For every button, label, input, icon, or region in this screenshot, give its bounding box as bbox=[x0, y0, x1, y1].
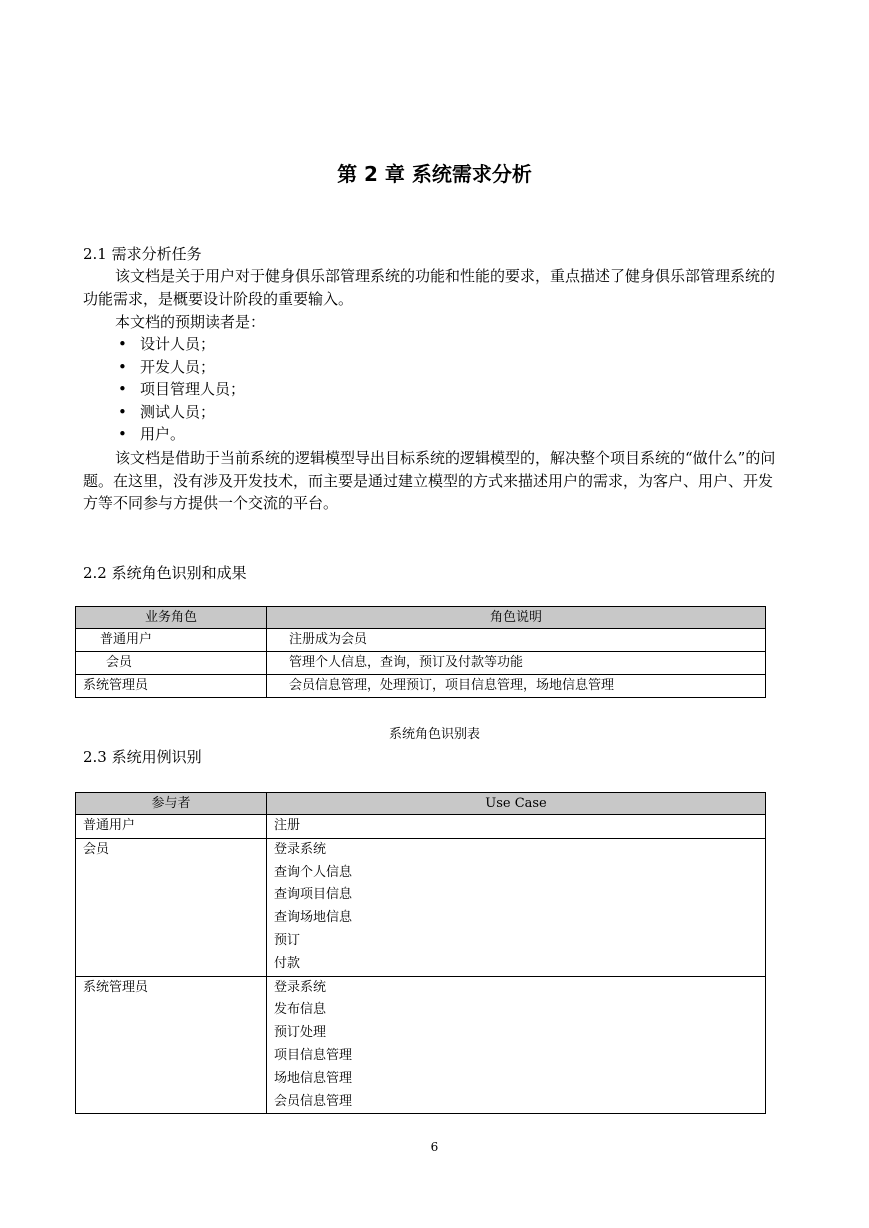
column-header: 参与者 bbox=[76, 793, 267, 815]
use-case-item: 场地信息管理 bbox=[274, 1070, 353, 1086]
table-row bbox=[76, 976, 766, 1114]
use-case-table bbox=[75, 792, 766, 1114]
list-item: • 测试人员； bbox=[118, 401, 245, 424]
section-2-2-heading: 2.2 系统角色识别和成果 bbox=[83, 564, 247, 582]
table-row bbox=[76, 629, 766, 652]
table-header-row bbox=[76, 607, 766, 629]
table-row bbox=[76, 652, 766, 675]
use-case-item: 登录系统 bbox=[274, 979, 327, 995]
use-case-item: 查询项目信息 bbox=[274, 887, 353, 903]
use-case-item: 注册 bbox=[274, 818, 301, 833]
list-item: • 项目管理人员； bbox=[118, 378, 245, 401]
role-table bbox=[75, 606, 766, 698]
use-case-cell bbox=[267, 976, 766, 1114]
use-case-item: 付款 bbox=[274, 955, 301, 971]
use-case-cell bbox=[267, 838, 766, 976]
use-case-item: 发布信息 bbox=[274, 1002, 327, 1018]
readers-list bbox=[118, 333, 245, 446]
actor-cell: 会员 bbox=[76, 838, 267, 976]
use-case-item: 预订处理 bbox=[274, 1025, 327, 1041]
column-header: 业务角色 bbox=[76, 607, 267, 629]
actor-cell: 系统管理员 bbox=[76, 976, 267, 1114]
use-case-item: 登录系统 bbox=[274, 841, 327, 857]
chapter-title: 第 2 章 系统需求分析 bbox=[337, 162, 532, 186]
table-cell: 普通用户 bbox=[76, 629, 267, 652]
use-case-cell bbox=[267, 815, 766, 839]
column-header: 角色说明 bbox=[267, 607, 766, 629]
table-row bbox=[76, 675, 766, 698]
list-item: • 开发人员； bbox=[118, 356, 245, 379]
column-header: Use Case bbox=[267, 793, 766, 815]
section-2-1-paragraph-3: 该文档是借助于当前系统的逻辑模型导出目标系统的逻辑模型的，解决整个项目系统的“做什么”的问题。在这里，没有涉及开发技术，而主要是通过建立模型的方式来描述用户的需求，为客户、用户、开发方等不同参与方提供一个交流的平台。 bbox=[83, 449, 776, 512]
table-cell: 系统管理员 bbox=[76, 675, 267, 698]
page-number: 6 bbox=[430, 1140, 439, 1154]
use-case-item: 项目信息管理 bbox=[274, 1047, 353, 1063]
use-case-item: 预订 bbox=[274, 932, 301, 948]
list-item: • 用户。 bbox=[118, 423, 245, 446]
table-header-row bbox=[76, 793, 766, 815]
use-case-item: 会员信息管理 bbox=[274, 1093, 353, 1109]
actor-cell: 普通用户 bbox=[76, 815, 267, 839]
use-case-item: 查询场地信息 bbox=[274, 910, 353, 926]
table-row bbox=[76, 815, 766, 839]
section-2-3-heading: 2.3 系统用例识别 bbox=[83, 748, 202, 766]
table-cell: 管理个人信息，查询，预订及付款等功能 bbox=[267, 652, 766, 675]
section-2-1-heading: 2.1 需求分析任务 bbox=[83, 245, 202, 263]
table-cell: 会员 bbox=[76, 652, 267, 675]
use-case-item: 查询个人信息 bbox=[274, 864, 353, 880]
section-2-1-paragraph-1: 该文档是关于用户对于健身俱乐部管理系统的功能和性能的要求，重点描述了健身俱乐部管理系统的功能需求，是概要设计阶段的重要输入。 bbox=[83, 267, 776, 308]
table-cell: 会员信息管理，处理预订，项目信息管理，场地信息管理 bbox=[267, 675, 766, 698]
section-2-1-paragraph-2: 本文档的预期读者是： bbox=[115, 313, 266, 331]
list-item: • 设计人员； bbox=[118, 333, 245, 356]
table-caption: 系统角色识别表 bbox=[388, 727, 480, 742]
table-cell: 注册成为会员 bbox=[267, 629, 766, 652]
table-row bbox=[76, 838, 766, 976]
